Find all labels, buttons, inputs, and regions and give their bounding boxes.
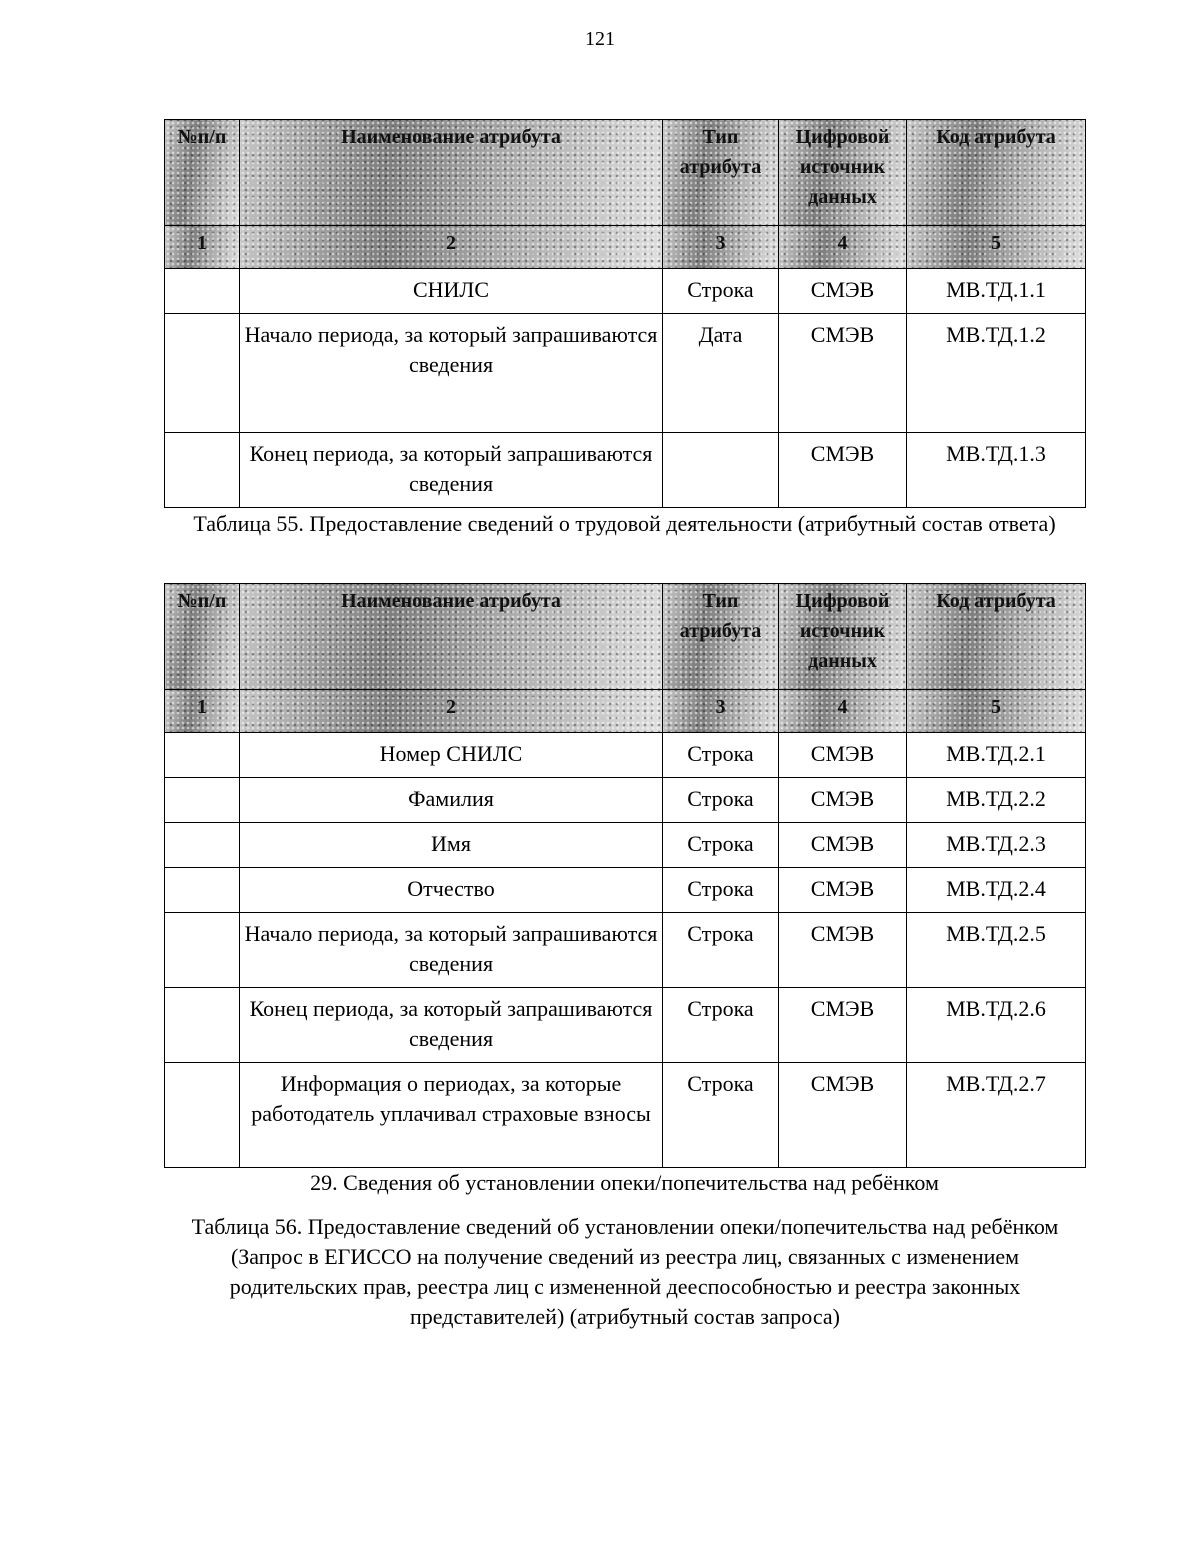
column-number: 2 bbox=[240, 226, 663, 269]
page-number: 121 bbox=[585, 28, 615, 50]
header-attribute-type: Тип атрибута bbox=[663, 120, 779, 226]
cell-number bbox=[165, 433, 240, 508]
cell-number bbox=[165, 733, 240, 778]
column-number: 5 bbox=[907, 690, 1086, 733]
cell-attribute-type: Строка bbox=[663, 988, 779, 1063]
cell-attribute-code: МВ.ТД.2.3 bbox=[907, 823, 1086, 868]
table-row bbox=[165, 314, 1086, 433]
table-row bbox=[165, 269, 1086, 314]
cell-data-source: СМЭВ bbox=[779, 913, 907, 988]
attribute-table-request bbox=[164, 119, 1086, 508]
cell-number bbox=[165, 1063, 240, 1168]
column-number: 1 bbox=[165, 226, 240, 269]
table-row bbox=[165, 823, 1086, 868]
column-number: 5 bbox=[907, 226, 1086, 269]
column-number: 3 bbox=[663, 226, 779, 269]
table-row bbox=[165, 733, 1086, 778]
cell-number bbox=[165, 988, 240, 1063]
header-data-source: Цифровой источник данных bbox=[779, 584, 907, 690]
cell-attribute-type: Дата bbox=[663, 314, 779, 433]
cell-attribute-type: Строка bbox=[663, 269, 779, 314]
table-row bbox=[165, 1063, 1086, 1168]
cell-attribute-name: Номер СНИЛС bbox=[240, 733, 663, 778]
header-number: №п/п bbox=[165, 120, 240, 226]
cell-attribute-name: Отчество bbox=[240, 868, 663, 913]
column-number: 4 bbox=[779, 690, 907, 733]
cell-data-source: СМЭВ bbox=[779, 733, 907, 778]
header-attribute-code: Код атрибута bbox=[907, 120, 1086, 226]
table-caption: Таблица 55. Предоставление сведений о трудовой деятельности (атрибутный состав ответа) bbox=[193, 511, 1056, 536]
cell-data-source: СМЭВ bbox=[779, 433, 907, 508]
table-caption: Таблица 56. Предоставление сведений об установлении опеки/попечительства над ребёнком (Запрос в ЕГИССО на получение сведений из реестра лиц, связанных с изменением родительских прав, реестра лиц с измененной дееспособностью и реестра законных представителей) (атрибутный состав запроса) bbox=[191, 1214, 1059, 1329]
cell-attribute-code: МВ.ТД.2.6 bbox=[907, 988, 1086, 1063]
header-attribute-name: Наименование атрибута bbox=[240, 584, 663, 690]
cell-attribute-name: Информация о периодах, за которые работодатель уплачивал страховые взносы bbox=[240, 1063, 663, 1168]
section-heading: 29. Сведения об установлении опеки/попечительства над ребёнком bbox=[310, 1170, 939, 1195]
cell-attribute-code: МВ.ТД.2.4 bbox=[907, 868, 1086, 913]
cell-attribute-type bbox=[663, 433, 779, 508]
cell-attribute-code: МВ.ТД.1.3 bbox=[907, 433, 1086, 508]
table-row bbox=[165, 868, 1086, 913]
cell-attribute-code: МВ.ТД.2.2 bbox=[907, 778, 1086, 823]
attribute-table-response bbox=[164, 583, 1086, 1168]
header-attribute-name: Наименование атрибута bbox=[240, 120, 663, 226]
cell-attribute-code: МВ.ТД.2.5 bbox=[907, 913, 1086, 988]
cell-attribute-type: Строка bbox=[663, 868, 779, 913]
table-row bbox=[165, 913, 1086, 988]
cell-number bbox=[165, 778, 240, 823]
cell-attribute-code: МВ.ТД.2.7 bbox=[907, 1063, 1086, 1168]
header-attribute-type: Тип атрибута bbox=[663, 584, 779, 690]
cell-attribute-type: Строка bbox=[663, 778, 779, 823]
cell-attribute-type: Строка bbox=[663, 913, 779, 988]
column-number: 4 bbox=[779, 226, 907, 269]
cell-attribute-name: Начало периода, за который запрашиваются сведения bbox=[240, 314, 663, 433]
cell-attribute-name: Начало периода, за который запрашиваются сведения bbox=[240, 913, 663, 988]
table-row bbox=[165, 988, 1086, 1063]
header-data-source: Цифровой источник данных bbox=[779, 120, 907, 226]
column-number: 2 bbox=[240, 690, 663, 733]
cell-data-source: СМЭВ bbox=[779, 868, 907, 913]
table-row bbox=[165, 778, 1086, 823]
cell-number bbox=[165, 823, 240, 868]
cell-attribute-type: Строка bbox=[663, 733, 779, 778]
cell-data-source: СМЭВ bbox=[779, 988, 907, 1063]
cell-data-source: СМЭВ bbox=[779, 314, 907, 433]
cell-data-source: СМЭВ bbox=[779, 1063, 907, 1168]
cell-attribute-name: Конец периода, за который запрашиваются сведения bbox=[240, 433, 663, 508]
cell-data-source: СМЭВ bbox=[779, 778, 907, 823]
cell-number bbox=[165, 868, 240, 913]
cell-attribute-name: Конец периода, за который запрашиваются сведения bbox=[240, 988, 663, 1063]
cell-data-source: СМЭВ bbox=[779, 823, 907, 868]
cell-number bbox=[165, 913, 240, 988]
cell-attribute-code: МВ.ТД.2.1 bbox=[907, 733, 1086, 778]
cell-number bbox=[165, 269, 240, 314]
cell-attribute-code: МВ.ТД.1.1 bbox=[907, 269, 1086, 314]
cell-attribute-name: Имя bbox=[240, 823, 663, 868]
table-row bbox=[165, 433, 1086, 508]
cell-data-source: СМЭВ bbox=[779, 269, 907, 314]
header-attribute-code: Код атрибута bbox=[907, 584, 1086, 690]
cell-attribute-name: Фамилия bbox=[240, 778, 663, 823]
cell-attribute-type: Строка bbox=[663, 823, 779, 868]
cell-number bbox=[165, 314, 240, 433]
header-number: №п/п bbox=[165, 584, 240, 690]
cell-attribute-name: СНИЛС bbox=[240, 269, 663, 314]
column-number: 3 bbox=[663, 690, 779, 733]
cell-attribute-type: Строка bbox=[663, 1063, 779, 1168]
column-number: 1 bbox=[165, 690, 240, 733]
cell-attribute-code: МВ.ТД.1.2 bbox=[907, 314, 1086, 433]
